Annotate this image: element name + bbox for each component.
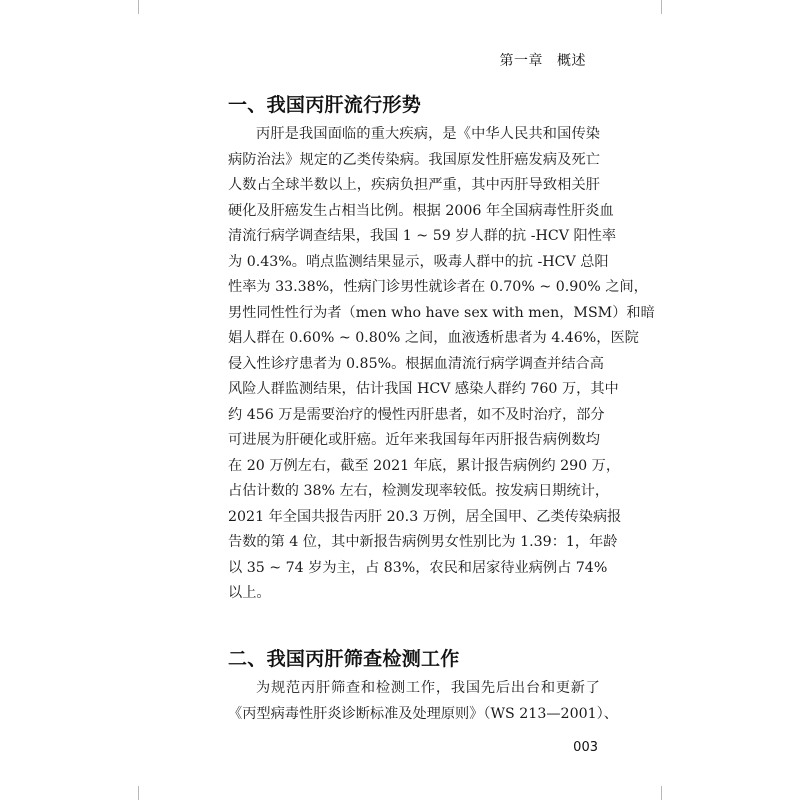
- text-line: 人数占全球半数以上，疾病负担严重，其中丙肝导致相关肝: [228, 177, 600, 193]
- section-2-paragraph: [228, 676, 618, 727]
- section-1-paragraph: [228, 122, 655, 607]
- text-line: 娼人群在 0.60% ~ 0.80% 之间，血液透析患者为 4.46%，医院: [228, 330, 639, 346]
- crop-mark-bottom-right: [661, 786, 662, 800]
- running-head-chapter: 第一章: [499, 53, 543, 69]
- text-line: 为 0.43%。哨点监测结果显示，吸毒人群中的抗 -HCV 总阳: [228, 253, 609, 270]
- text-line: 丙肝是我国面临的重大疾病，是《中华人民共和国传染: [256, 126, 600, 142]
- text-line: 《丙型病毒性肝炎诊断标准及处理原则》（WS 213—2001）、: [228, 705, 618, 722]
- section-heading-2: 二、我国丙肝筛查检测工作: [228, 648, 460, 670]
- crop-mark-bottom-left: [138, 786, 139, 800]
- text-line: 侵入性诊疗患者为 0.85%。根据血清流行病学调查并结合高: [228, 355, 604, 372]
- text-line: 约 456 万是需要治疗的慢性丙肝患者，如不及时治疗，部分: [228, 406, 605, 423]
- text-line: 性率为 33.38%，性病门诊男性就诊者在 0.70% ~ 0.90% 之间，: [228, 279, 648, 295]
- text-line: 在 20 万例左右，截至 2021 年底，累计报告病例约 290 万，: [228, 457, 621, 474]
- text-line: 以 35 ~ 74 岁为主，占 83%，农民和居家待业病例占 74%: [228, 559, 608, 576]
- crop-mark-top-right: [661, 0, 662, 14]
- text-line: 清流行病学调查结果，我国 1 ~ 59 岁人群的抗 -HCV 阳性率: [228, 228, 617, 244]
- text-line: 为规范丙肝筛查和检测工作，我国先后出台和更新了: [256, 680, 600, 696]
- running-head: [500, 50, 587, 70]
- text-line: 告数的第 4 位，其中新报告病例男女性别比为 1.39：1，年龄: [228, 534, 618, 550]
- crop-mark-top-left: [138, 0, 139, 14]
- text-line: 占估计数的 38% 左右，检测发现率较低。按发病日期统计，: [228, 483, 610, 499]
- page-number: 003: [573, 740, 598, 755]
- running-head-title: 概述: [557, 53, 586, 69]
- text-line: 可进展为肝硬化或肝癌。近年来我国每年丙肝报告病例数均: [228, 432, 600, 448]
- text-line: 男性同性性行为者（men who have sex with men，MSM）和暗: [228, 304, 655, 321]
- text-line: 以上。: [228, 585, 271, 601]
- section-heading-1: 一、我国丙肝流行形势: [228, 94, 422, 116]
- text-line: 硬化及肝癌发生占相当比例。根据 2006 年全国病毒性肝炎血: [228, 202, 614, 219]
- text-line: 病防治法》规定的乙类传染病。我国原发性肝癌发病及死亡: [228, 151, 600, 168]
- text-line: 风险人群监测结果，估计我国 HCV 感染人群约 760 万，其中: [228, 381, 619, 397]
- text-line: 2021 年全国共报告丙肝 20.3 万例，居全国甲、乙类传染病报: [228, 508, 622, 525]
